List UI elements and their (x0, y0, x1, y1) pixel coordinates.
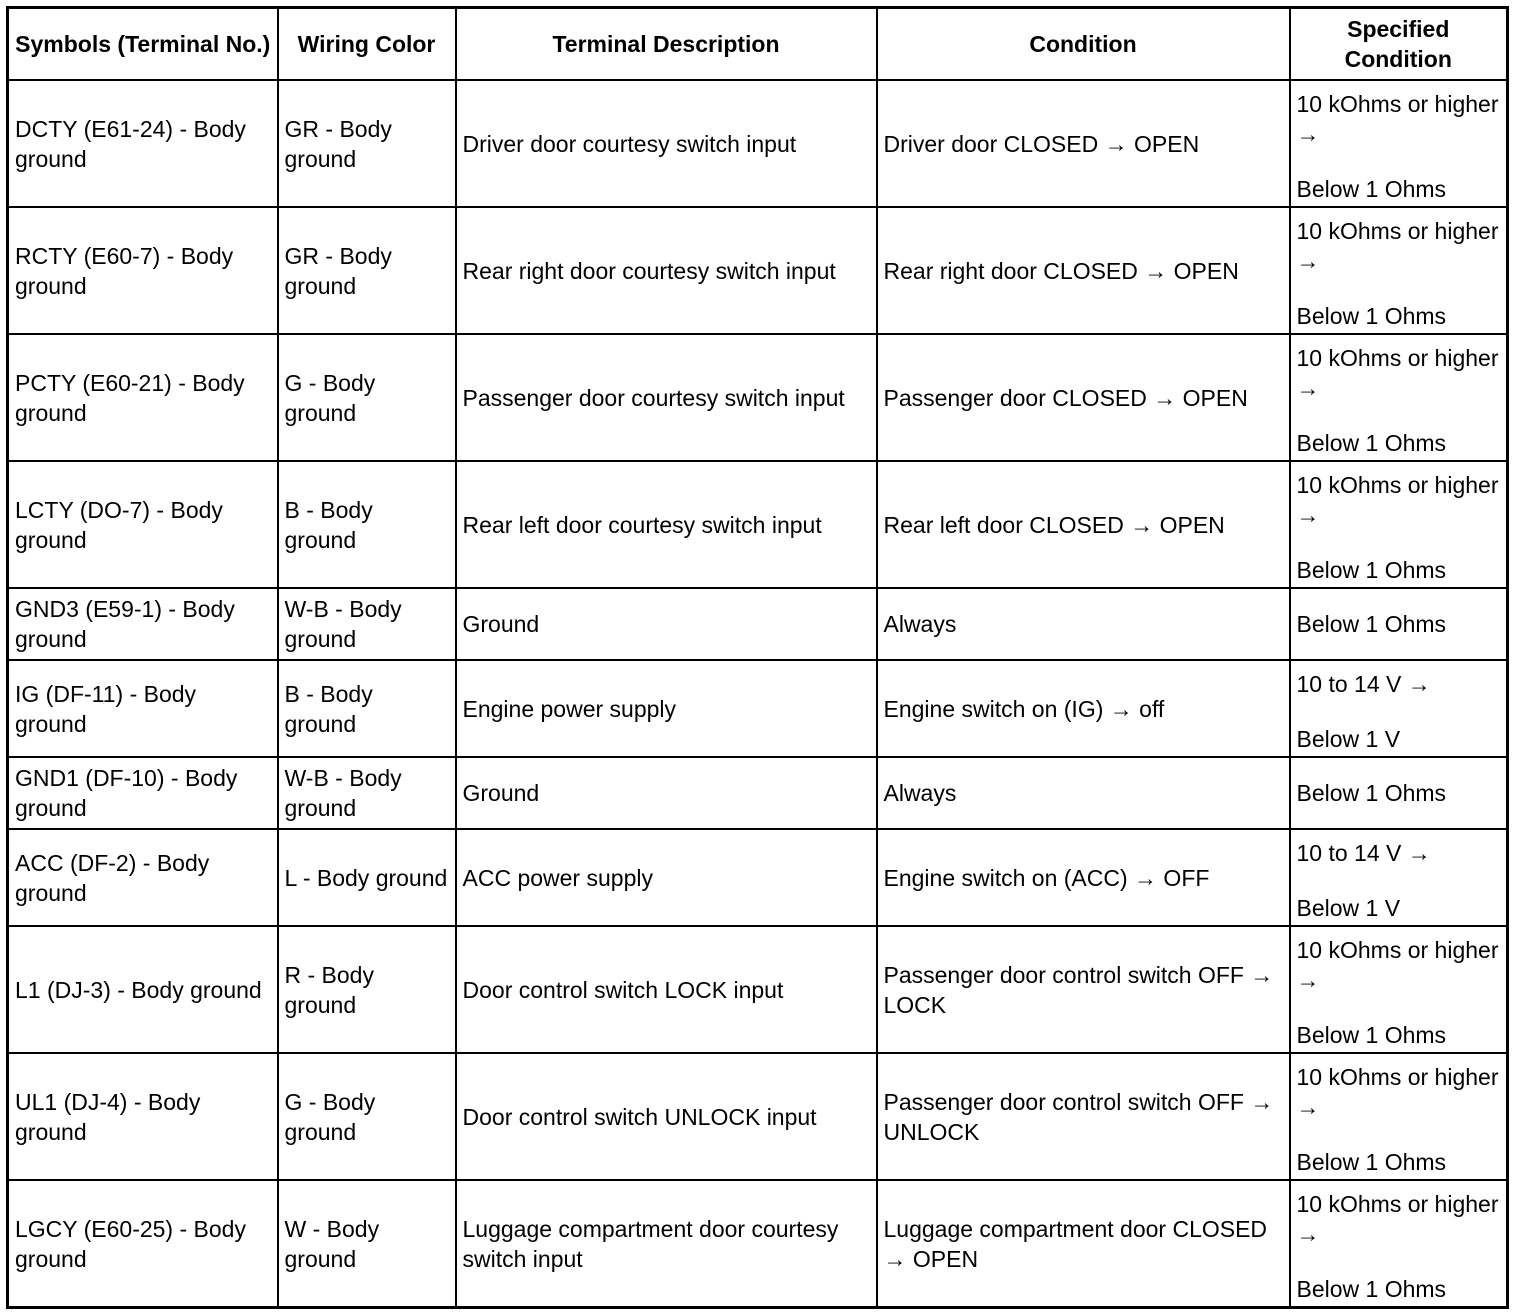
terminal-description-cell: Driver door courtesy switch input (456, 80, 877, 207)
condition-cell: Passenger door control switch OFF → LOCK (877, 926, 1290, 1053)
terminal-description-cell: Ground (456, 588, 877, 660)
condition-cell: Always (877, 588, 1290, 660)
spec-value: Below 1 Ohms (1296, 1276, 1447, 1303)
table-row (8, 829, 1508, 926)
table-row (8, 80, 1508, 207)
wiring-color-cell: R - Body ground (278, 926, 456, 1053)
wiring-color-cell: G - Body ground (278, 334, 456, 461)
spec-value: 10 to 14 V → (1296, 671, 1431, 698)
symbol-cell: PCTY (E60-21) - Body ground (8, 334, 278, 461)
symbol-cell: GND1 (DF-10) - Body ground (8, 757, 278, 829)
spec-value: Below 1 Ohms (1296, 1149, 1447, 1176)
specified-condition-cell (1290, 926, 1508, 1053)
table-row (8, 1180, 1508, 1307)
symbol-cell: LCTY (DO-7) - Body ground (8, 461, 278, 588)
symbol-cell: ACC (DF-2) - Body ground (8, 829, 278, 926)
terminal-description-cell: ACC power supply (456, 829, 877, 926)
table-row (8, 588, 1508, 660)
wiring-color-cell: GR - Body ground (278, 207, 456, 334)
table-row (8, 926, 1508, 1053)
spec-value: 10 kOhms or higher → (1296, 218, 1499, 275)
terminal-description-cell: Passenger door courtesy switch input (456, 334, 877, 461)
spec-value: 10 to 14 V → (1296, 840, 1431, 867)
header-row (8, 8, 1508, 81)
specified-condition-cell (1290, 80, 1508, 207)
specified-condition-cell (1290, 207, 1508, 334)
spec-value: Below 1 Ohms (1296, 557, 1447, 584)
symbol-cell: LGCY (E60-25) - Body ground (8, 1180, 278, 1307)
header-symbols: Symbols (Terminal No.) (8, 8, 278, 81)
specified-condition-cell: Below 1 Ohms (1290, 588, 1508, 660)
spec-value: 10 kOhms or higher → (1296, 472, 1499, 529)
spec-value: 10 kOhms or higher → (1296, 1064, 1499, 1121)
spec-value: Below 1 V (1296, 726, 1401, 753)
symbol-cell: L1 (DJ-3) - Body ground (8, 926, 278, 1053)
condition-cell: Engine switch on (IG) → off (877, 660, 1290, 757)
header-wiring-color: Wiring Color (278, 8, 456, 81)
wiring-color-cell: G - Body ground (278, 1053, 456, 1180)
table-row (8, 334, 1508, 461)
wiring-color-cell: W - Body ground (278, 1180, 456, 1307)
wiring-color-cell: L - Body ground (278, 829, 456, 926)
specified-condition-cell (1290, 334, 1508, 461)
spec-value: Below 1 V (1296, 895, 1401, 922)
condition-cell: Passenger door control switch OFF → UNLOCK (877, 1053, 1290, 1180)
symbol-cell: IG (DF-11) - Body ground (8, 660, 278, 757)
spec-value: Below 1 Ohms (1296, 1022, 1447, 1049)
condition-cell: Engine switch on (ACC) → OFF (877, 829, 1290, 926)
header-terminal-description: Terminal Description (456, 8, 877, 81)
symbol-cell: UL1 (DJ-4) - Body ground (8, 1053, 278, 1180)
condition-cell: Rear right door CLOSED → OPEN (877, 207, 1290, 334)
spec-value: Below 1 Ohms (1296, 176, 1447, 202)
condition-cell: Always (877, 757, 1290, 829)
terminal-description-cell: Engine power supply (456, 660, 877, 757)
condition-cell: Rear left door CLOSED → OPEN (877, 461, 1290, 588)
spec-value: 10 kOhms or higher → (1296, 91, 1499, 147)
terminal-description-cell: Rear right door courtesy switch input (456, 207, 877, 334)
terminal-description-cell: Door control switch LOCK input (456, 926, 877, 1053)
specified-condition-cell (1290, 829, 1508, 926)
spec-value: Below 1 Ohms (1296, 430, 1447, 457)
table-row (8, 660, 1508, 757)
specified-condition-cell: Below 1 Ohms (1290, 757, 1508, 829)
table-row (8, 207, 1508, 334)
spec-value: 10 kOhms or higher → (1296, 345, 1499, 402)
header-condition: Condition (877, 8, 1290, 81)
specified-condition-cell (1290, 1180, 1508, 1307)
terminal-description-cell: Luggage compartment door courtesy switch input (456, 1180, 877, 1307)
wiring-color-cell: B - Body ground (278, 660, 456, 757)
condition-cell: Luggage compartment door CLOSED → OPEN (877, 1180, 1290, 1307)
symbol-cell: DCTY (E61-24) - Body ground (8, 80, 278, 207)
header-specified-condition: Specified Condition (1290, 8, 1508, 81)
wiring-color-cell: GR - Body ground (278, 80, 456, 207)
wiring-color-cell: B - Body ground (278, 461, 456, 588)
wiring-color-cell: W-B - Body ground (278, 757, 456, 829)
condition-cell: Driver door CLOSED → OPEN (877, 80, 1290, 207)
terminal-inspection-table (6, 6, 1509, 1309)
symbol-cell: GND3 (E59-1) - Body ground (8, 588, 278, 660)
specified-condition-cell (1290, 660, 1508, 757)
table-row (8, 757, 1508, 829)
spec-value: Below 1 Ohms (1296, 303, 1447, 330)
spec-value: 10 kOhms or higher → (1296, 1191, 1499, 1248)
wiring-color-cell: W-B - Body ground (278, 588, 456, 660)
symbol-cell: RCTY (E60-7) - Body ground (8, 207, 278, 334)
specified-condition-cell (1290, 461, 1508, 588)
terminal-description-cell: Ground (456, 757, 877, 829)
table-row (8, 1053, 1508, 1180)
table-row (8, 461, 1508, 588)
condition-cell: Passenger door CLOSED → OPEN (877, 334, 1290, 461)
specified-condition-cell (1290, 1053, 1508, 1180)
spec-value: 10 kOhms or higher → (1296, 937, 1499, 994)
terminal-description-cell: Door control switch UNLOCK input (456, 1053, 877, 1180)
terminal-description-cell: Rear left door courtesy switch input (456, 461, 877, 588)
